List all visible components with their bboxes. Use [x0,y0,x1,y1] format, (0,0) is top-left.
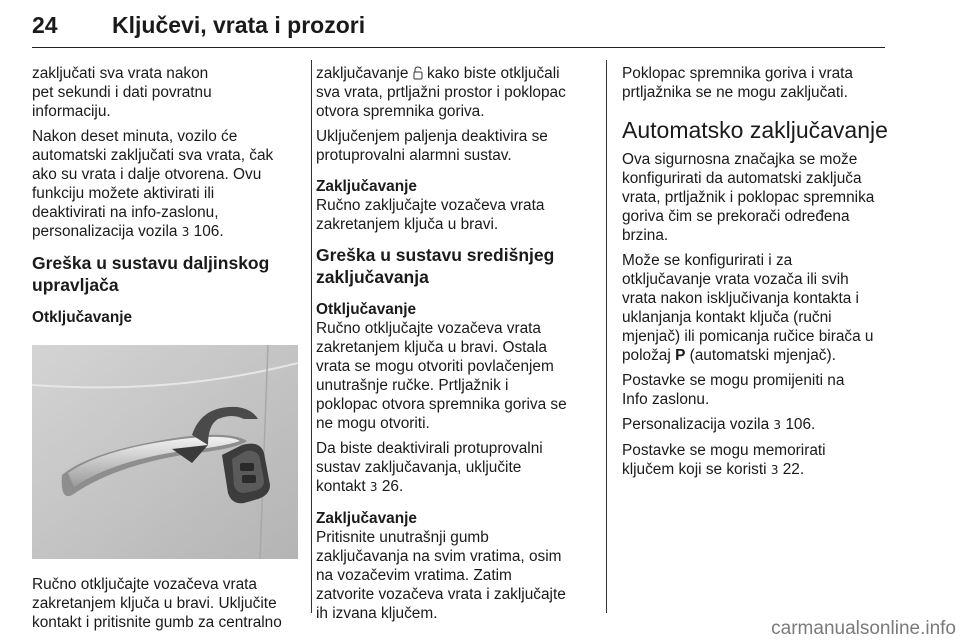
door-handle-key-illustration [32,345,298,559]
paragraph: Pritisnite unutrašnji gumb zaključavanja na svim vratima, osim na vozačevim vratima. Zatim zatvorite vozačeva vrata i zaključajte ih izvana ključem. [316,529,566,622]
key-door-illustration [32,345,298,559]
paragraph: Može se konfigurirati i za otključavanje vrata vozača ili svih vrata nakon isključivanja kontakta i uklanjanja kontakt ključa (ručni mjenjač) ili pomicanja ručice birača u položaj P (automatski mjenjač). [622,252,874,364]
paragraph: Postavke se mogu memorirati ključem koji se koristi 3 22. [622,442,826,478]
section-heading: Greška u sustavu daljinskog upravljača [32,253,270,295]
paragraph: Personalizacija vozila 3 106. [622,416,816,433]
paragraph: Uključenjem paljenja deaktivira se protuprovalni alarmni sustav. [316,128,548,164]
page-ref-link[interactable]: 106. [193,223,224,240]
paragraph: Nakon deset minuta, vozilo će automatski zaključati sva vrata, čak ako su vrata i dalje otvorena. Ovu funkciju možete aktivirati ili deaktivirati na info-zaslonu, personalizacija vozila 3 106. [32,128,274,240]
column-1 [32,64,304,638]
paragraph: Ova sigurnosna značajka se može konfigurirati da automatski zaključa vrata, prtljažnik i poklopac spremnika goriva čim se prekorači određena brzina. [622,151,875,244]
paragraph: Poklopac spremnika goriva i vrata prtljažnika se ne mogu zaključati. [622,65,853,101]
paragraph: Postavke se mogu promijeniti na Info zaslonu. [622,372,845,408]
page-ref-icon: 3 [773,418,782,432]
subheading: Otključavanje [32,309,133,326]
page-ref-icon: 3 [770,463,779,477]
column-divider-2 [606,60,607,613]
subheading: Zaključavanje [316,510,417,527]
page-ref-icon: 3 [369,480,378,494]
page-ref-link[interactable]: 22. [782,461,805,478]
gear-position-label: P [675,347,686,364]
column-2 [316,64,602,629]
chapter-title: Ključevi, vrata i prozori [112,12,366,38]
page-number: 24 [32,12,58,38]
watermark: carmanualsonline.info [771,618,956,639]
paragraph: Da biste deaktivirali protuprovalni sustav zaključavanja, uključite kontakt 3 26. [316,440,543,495]
subheading: Otključavanje [316,301,417,318]
paragraph: zaključati sva vrata nakon pet sekundi i dati povratnu informaciju. [32,65,212,120]
subheading: Zaključavanje [316,178,417,195]
page-ref-icon: 3 [181,225,190,239]
column-3 [622,64,890,486]
page-header [32,8,882,44]
paragraph: zaključavanje kako biste otključali sva vrata, prtljažni prostor i poklopac otvora spremnika goriva. [316,65,566,120]
column-divider-1 [311,60,312,613]
unlock-icon [413,66,423,80]
page-ref-link[interactable]: 26. [381,478,404,495]
paragraph: Ručno zaključajte vozačeva vrata zakretanjem ključa u bravi. [316,197,545,233]
paragraph: Ručno otključajte vozačeva vrata zakretanjem ključa u bravi. Ostala vrata se mogu otvoriti povlačenjem unutrašnje ručke. Prtljažnik i poklopac otvora spremnika goriva se ne mogu otvoriti. [316,320,567,432]
section-heading-large: Automatsko zaključavanje [622,117,888,143]
figure-caption: Ručno otključajte vozačeva vrata zakretanjem ključa u bravi. Uključite kontakt i pritisnite gumb za centralno [32,576,282,631]
section-heading: Greška u sustavu središnjeg zaključavanja [316,245,555,287]
header-rule [32,47,885,48]
page-ref-link[interactable]: 106. [785,416,816,433]
